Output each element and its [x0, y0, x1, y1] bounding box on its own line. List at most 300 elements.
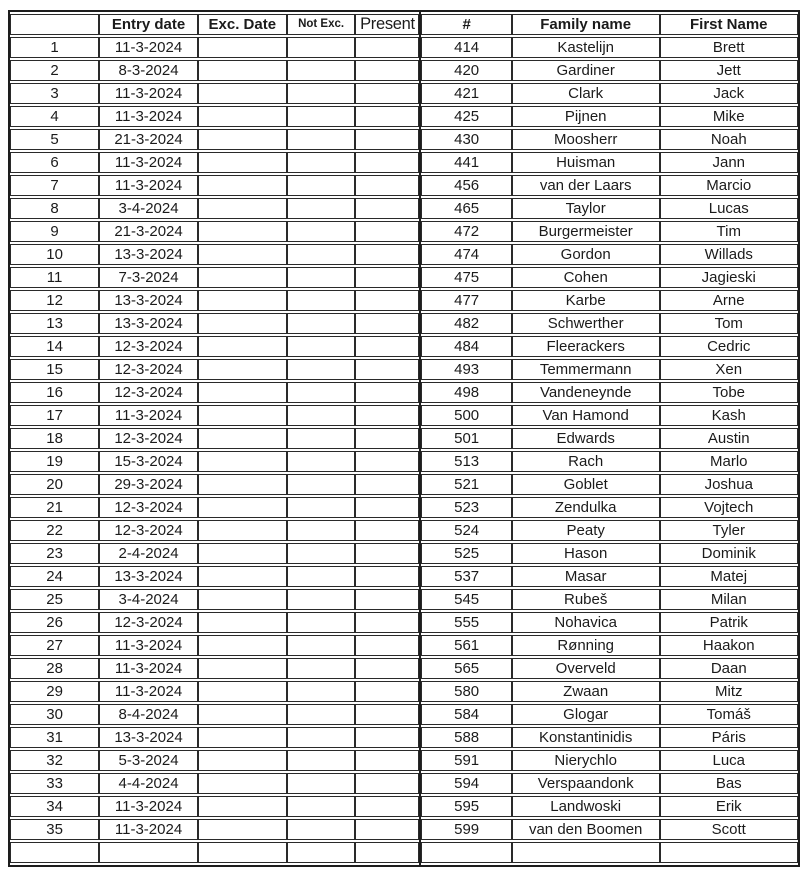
row-number-cell: 8 [10, 198, 99, 219]
entry-date-cell [99, 842, 198, 863]
member-number-cell: 591 [421, 750, 511, 771]
exc-date-cell [198, 336, 287, 357]
entry-date-cell: 8-4-2024 [99, 704, 198, 725]
first-name-cell: Matej [660, 566, 798, 587]
roster-row [421, 819, 798, 840]
roster-row [421, 83, 798, 104]
exc-date-cell [198, 290, 287, 311]
not-exc-cell [287, 635, 356, 656]
present-cell [355, 175, 419, 196]
not-exc-cell [287, 750, 356, 771]
not-exc-cell [287, 129, 356, 150]
exc-date-cell [198, 635, 287, 656]
roster-row [421, 221, 798, 242]
roster-row [421, 244, 798, 265]
entry-date-cell: 11-3-2024 [99, 152, 198, 173]
member-number-cell: 599 [421, 819, 511, 840]
roster-row [421, 106, 798, 127]
row-number-cell: 2 [10, 60, 99, 81]
row-number-cell: 16 [10, 382, 99, 403]
present-cell [355, 819, 419, 840]
first-name-cell: Noah [660, 129, 798, 150]
entry-row [10, 543, 419, 564]
not-exc-cell [287, 681, 356, 702]
entry-date-cell: 11-3-2024 [99, 681, 198, 702]
present-cell [355, 382, 419, 403]
entry-row [10, 382, 419, 403]
row-number-cell: 20 [10, 474, 99, 495]
entry-row [10, 152, 419, 173]
present-cell [355, 497, 419, 518]
present-cell [355, 336, 419, 357]
not-exc-cell [287, 198, 356, 219]
first-name-cell: Xen [660, 359, 798, 380]
family-name-cell: Overveld [512, 658, 660, 679]
row-number-cell: 7 [10, 175, 99, 196]
row-number-cell: 23 [10, 543, 99, 564]
first-name-cell: Marlo [660, 451, 798, 472]
present-cell [355, 704, 419, 725]
member-number-cell: 482 [421, 313, 511, 334]
family-name-cell: Hason [512, 543, 660, 564]
entry-date-cell: 2-4-2024 [99, 543, 198, 564]
first-name-cell: Joshua [660, 474, 798, 495]
first-name-cell: Mitz [660, 681, 798, 702]
not-exc-cell [287, 428, 356, 449]
first-name-cell: Tomáš [660, 704, 798, 725]
row-number-cell: 24 [10, 566, 99, 587]
entry-row [10, 773, 419, 794]
family-name-cell: Kastelijn [512, 37, 660, 58]
first-name-cell: Tobe [660, 382, 798, 403]
roster-row [421, 635, 798, 656]
roster-row [421, 474, 798, 495]
family-name-cell: Clark [512, 83, 660, 104]
family-name-cell: Fleerackers [512, 336, 660, 357]
row-number-cell: 10 [10, 244, 99, 265]
present-cell [355, 37, 419, 58]
roster-row [421, 451, 798, 472]
entry-row [10, 451, 419, 472]
entry-date-cell: 3-4-2024 [99, 198, 198, 219]
row-number-cell: 18 [10, 428, 99, 449]
not-exc-cell [287, 290, 356, 311]
row-number-cell: 12 [10, 290, 99, 311]
family-name-cell: Burgermeister [512, 221, 660, 242]
present-cell [355, 359, 419, 380]
family-name-cell: Peaty [512, 520, 660, 541]
exc-date-cell [198, 796, 287, 817]
present-cell [355, 727, 419, 748]
entry-row [10, 198, 419, 219]
member-number-cell: 477 [421, 290, 511, 311]
family-name-cell: Schwerther [512, 313, 660, 334]
present-cell [355, 773, 419, 794]
family-name-cell: van den Boomen [512, 819, 660, 840]
present-cell [355, 405, 419, 426]
member-number-cell: 521 [421, 474, 511, 495]
entry-date-cell: 5-3-2024 [99, 750, 198, 771]
entry-date-cell: 11-3-2024 [99, 37, 198, 58]
not-exc-cell [287, 589, 356, 610]
member-number-cell: 456 [421, 175, 511, 196]
family-name-cell: Pijnen [512, 106, 660, 127]
entry-date-cell: 21-3-2024 [99, 221, 198, 242]
not-exc-cell [287, 313, 356, 334]
row-number-cell: 29 [10, 681, 99, 702]
not-exc-cell [287, 382, 356, 403]
family-name-cell: Masar [512, 566, 660, 587]
member-number-cell: 565 [421, 658, 511, 679]
roster-row [421, 681, 798, 702]
first-name-cell: Kash [660, 405, 798, 426]
exc-date-cell [198, 405, 287, 426]
roster-row [421, 198, 798, 219]
family-name-cell: Rach [512, 451, 660, 472]
row-number-cell: 1 [10, 37, 99, 58]
entry-row [10, 497, 419, 518]
entry-date-cell: 13-3-2024 [99, 566, 198, 587]
entry-row [10, 750, 419, 771]
family-name-cell: Verspaandonk [512, 773, 660, 794]
roster-row [421, 129, 798, 150]
entry-date-cell: 13-3-2024 [99, 290, 198, 311]
roster-row [421, 60, 798, 81]
row-number-cell [10, 842, 99, 863]
exc-date-cell [198, 842, 287, 863]
row-number-cell: 11 [10, 267, 99, 288]
first-name-cell: Jack [660, 83, 798, 104]
entry-row [10, 60, 419, 81]
not-exc-cell [287, 543, 356, 564]
entry-date-cell: 12-3-2024 [99, 382, 198, 403]
entry-date-cell: 29-3-2024 [99, 474, 198, 495]
exc-date-cell [198, 704, 287, 725]
family-name-cell: Taylor [512, 198, 660, 219]
number-header: # [421, 14, 511, 35]
exc-date-cell [198, 727, 287, 748]
entry-date-cell: 11-3-2024 [99, 405, 198, 426]
member-number-cell: 474 [421, 244, 511, 265]
present-cell [355, 589, 419, 610]
entry-row [10, 704, 419, 725]
entry-row [10, 520, 419, 541]
row-number-cell: 33 [10, 773, 99, 794]
present-cell [355, 244, 419, 265]
row-number-cell: 32 [10, 750, 99, 771]
member-number-cell: 465 [421, 198, 511, 219]
family-name-cell: Huisman [512, 152, 660, 173]
first-name-cell: Brett [660, 37, 798, 58]
row-number-cell: 15 [10, 359, 99, 380]
entry-date-cell: 13-3-2024 [99, 313, 198, 334]
first-name-cell: Lucas [660, 198, 798, 219]
attendance-sheet [8, 10, 800, 867]
member-number-cell: 525 [421, 543, 511, 564]
first-name-cell: Jagieski [660, 267, 798, 288]
roster-row [421, 543, 798, 564]
roster-row [421, 405, 798, 426]
family-name-cell: Gardiner [512, 60, 660, 81]
first-name-cell: Dominik [660, 543, 798, 564]
roster-row [421, 773, 798, 794]
present-cell [355, 198, 419, 219]
row-number-cell: 22 [10, 520, 99, 541]
first-name-cell: Mike [660, 106, 798, 127]
family-name-cell: Karbe [512, 290, 660, 311]
exc-date-cell [198, 175, 287, 196]
member-number-cell: 500 [421, 405, 511, 426]
not-exc-cell [287, 474, 356, 495]
not-exc-cell [287, 221, 356, 242]
present-cell [355, 842, 419, 863]
entry-date-cell: 12-3-2024 [99, 336, 198, 357]
present-cell [355, 83, 419, 104]
first-name-cell: Bas [660, 773, 798, 794]
roster-row [421, 842, 798, 863]
entry-date-cell: 11-3-2024 [99, 175, 198, 196]
family-name-cell: Nierychlo [512, 750, 660, 771]
first-name-cell: Tom [660, 313, 798, 334]
member-number-cell: 588 [421, 727, 511, 748]
exc-date-cell [198, 244, 287, 265]
member-number-cell: 513 [421, 451, 511, 472]
entry-row [10, 175, 419, 196]
entry-row [10, 635, 419, 656]
exc-date-cell [198, 658, 287, 679]
entry-row [10, 819, 419, 840]
exc-date-cell [198, 589, 287, 610]
row-number-cell: 17 [10, 405, 99, 426]
entry-row [10, 336, 419, 357]
family-name-cell: van der Laars [512, 175, 660, 196]
entry-table-header-row [10, 14, 419, 35]
entry-row [10, 658, 419, 679]
first-name-cell: Austin [660, 428, 798, 449]
entry-date-header: Entry date [99, 14, 198, 35]
member-number-cell: 421 [421, 83, 511, 104]
not-exc-cell [287, 773, 356, 794]
not-exc-cell [287, 106, 356, 127]
not-exc-cell [287, 451, 356, 472]
family-name-cell: Vandeneynde [512, 382, 660, 403]
entry-date-cell: 7-3-2024 [99, 267, 198, 288]
entry-row [10, 313, 419, 334]
entry-date-cell: 13-3-2024 [99, 244, 198, 265]
not-exc-cell [287, 704, 356, 725]
first-name-cell: Páris [660, 727, 798, 748]
exc-date-cell [198, 566, 287, 587]
member-number-cell: 584 [421, 704, 511, 725]
not-exc-cell [287, 612, 356, 633]
exc-date-cell [198, 106, 287, 127]
exc-date-cell [198, 382, 287, 403]
member-number-cell: 420 [421, 60, 511, 81]
row-number-cell: 9 [10, 221, 99, 242]
exc-date-cell [198, 543, 287, 564]
roster-row [421, 37, 798, 58]
not-exc-cell [287, 842, 356, 863]
family-name-cell: Temmermann [512, 359, 660, 380]
entry-date-cell: 12-3-2024 [99, 428, 198, 449]
member-number-cell: 524 [421, 520, 511, 541]
exc-date-cell [198, 129, 287, 150]
row-number-cell: 19 [10, 451, 99, 472]
entry-date-cell: 11-3-2024 [99, 796, 198, 817]
exc-date-cell [198, 83, 287, 104]
first-name-cell: Jann [660, 152, 798, 173]
first-name-cell: Cedric [660, 336, 798, 357]
entry-date-cell: 12-3-2024 [99, 520, 198, 541]
present-cell [355, 520, 419, 541]
exc-date-cell [198, 198, 287, 219]
present-cell [355, 267, 419, 288]
exc-date-cell [198, 37, 287, 58]
entry-date-cell: 11-3-2024 [99, 819, 198, 840]
family-name-header: Family name [512, 14, 660, 35]
roster-row [421, 796, 798, 817]
first-name-cell: Patrik [660, 612, 798, 633]
entry-row [10, 83, 419, 104]
family-name-cell: Moosherr [512, 129, 660, 150]
row-number-cell: 6 [10, 152, 99, 173]
first-name-cell: Milan [660, 589, 798, 610]
exc-date-cell [198, 313, 287, 334]
present-cell [355, 635, 419, 656]
roster-row [421, 313, 798, 334]
entry-row [10, 681, 419, 702]
exc-date-header: Exc. Date [198, 14, 287, 35]
row-number-cell: 28 [10, 658, 99, 679]
not-exc-cell [287, 60, 356, 81]
entry-row [10, 290, 419, 311]
member-number-cell: 425 [421, 106, 511, 127]
not-exc-cell [287, 405, 356, 426]
row-number-cell: 14 [10, 336, 99, 357]
roster-row [421, 382, 798, 403]
not-exc-cell [287, 359, 356, 380]
present-cell [355, 221, 419, 242]
entry-row [10, 612, 419, 633]
entry-date-cell: 3-4-2024 [99, 589, 198, 610]
exc-date-cell [198, 474, 287, 495]
member-number-cell: 430 [421, 129, 511, 150]
family-name-cell: Konstantinidis [512, 727, 660, 748]
member-number-cell: 472 [421, 221, 511, 242]
first-name-cell: Arne [660, 290, 798, 311]
not-exc-cell [287, 267, 356, 288]
roster-row [421, 612, 798, 633]
roster-row [421, 428, 798, 449]
present-cell [355, 152, 419, 173]
present-cell [355, 612, 419, 633]
not-exc-header: Not Exc. [287, 14, 356, 35]
present-cell [355, 474, 419, 495]
exc-date-cell [198, 152, 287, 173]
entry-row [10, 842, 419, 863]
exc-date-cell [198, 267, 287, 288]
entry-row [10, 359, 419, 380]
roster-table-header-row [421, 14, 798, 35]
present-cell [355, 750, 419, 771]
member-number-cell: 594 [421, 773, 511, 794]
entry-row [10, 566, 419, 587]
member-number-cell: 595 [421, 796, 511, 817]
row-number-cell: 35 [10, 819, 99, 840]
member-number-cell: 561 [421, 635, 511, 656]
entry-date-cell: 15-3-2024 [99, 451, 198, 472]
present-cell [355, 543, 419, 564]
family-name-cell: Goblet [512, 474, 660, 495]
member-number-cell: 580 [421, 681, 511, 702]
entry-date-cell: 13-3-2024 [99, 727, 198, 748]
corner-cell [10, 14, 99, 35]
roster-row [421, 704, 798, 725]
member-number-cell: 475 [421, 267, 511, 288]
present-cell [355, 566, 419, 587]
member-number-cell [421, 842, 511, 863]
not-exc-cell [287, 336, 356, 357]
present-cell [355, 60, 419, 81]
family-name-cell: Rønning [512, 635, 660, 656]
row-number-cell: 4 [10, 106, 99, 127]
row-number-cell: 26 [10, 612, 99, 633]
family-name-cell: Edwards [512, 428, 660, 449]
entry-date-cell: 11-3-2024 [99, 658, 198, 679]
entry-date-cell: 8-3-2024 [99, 60, 198, 81]
family-name-cell: Landwoski [512, 796, 660, 817]
member-number-cell: 441 [421, 152, 511, 173]
exc-date-cell [198, 681, 287, 702]
roster-row [421, 175, 798, 196]
entry-row [10, 129, 419, 150]
first-name-cell: Daan [660, 658, 798, 679]
exc-date-cell [198, 60, 287, 81]
row-number-cell: 5 [10, 129, 99, 150]
entry-date-cell: 11-3-2024 [99, 635, 198, 656]
roster-row [421, 658, 798, 679]
first-name-cell: Vojtech [660, 497, 798, 518]
exc-date-cell [198, 359, 287, 380]
not-exc-cell [287, 727, 356, 748]
present-cell [355, 129, 419, 150]
entry-date-cell: 12-3-2024 [99, 612, 198, 633]
first-name-cell [660, 842, 798, 863]
exc-date-cell [198, 221, 287, 242]
roster-row [421, 336, 798, 357]
entry-table [8, 10, 421, 867]
roster-row [421, 566, 798, 587]
not-exc-cell [287, 819, 356, 840]
roster-row [421, 589, 798, 610]
entry-date-cell: 12-3-2024 [99, 359, 198, 380]
row-number-cell: 3 [10, 83, 99, 104]
first-name-cell: Tim [660, 221, 798, 242]
member-number-cell: 555 [421, 612, 511, 633]
first-name-header: First Name [660, 14, 798, 35]
exc-date-cell [198, 773, 287, 794]
not-exc-cell [287, 152, 356, 173]
roster-row [421, 497, 798, 518]
present-cell [355, 313, 419, 334]
present-cell [355, 451, 419, 472]
exc-date-cell [198, 497, 287, 518]
entry-row [10, 221, 419, 242]
member-number-cell: 414 [421, 37, 511, 58]
not-exc-cell [287, 83, 356, 104]
member-number-cell: 537 [421, 566, 511, 587]
entry-date-cell: 12-3-2024 [99, 497, 198, 518]
